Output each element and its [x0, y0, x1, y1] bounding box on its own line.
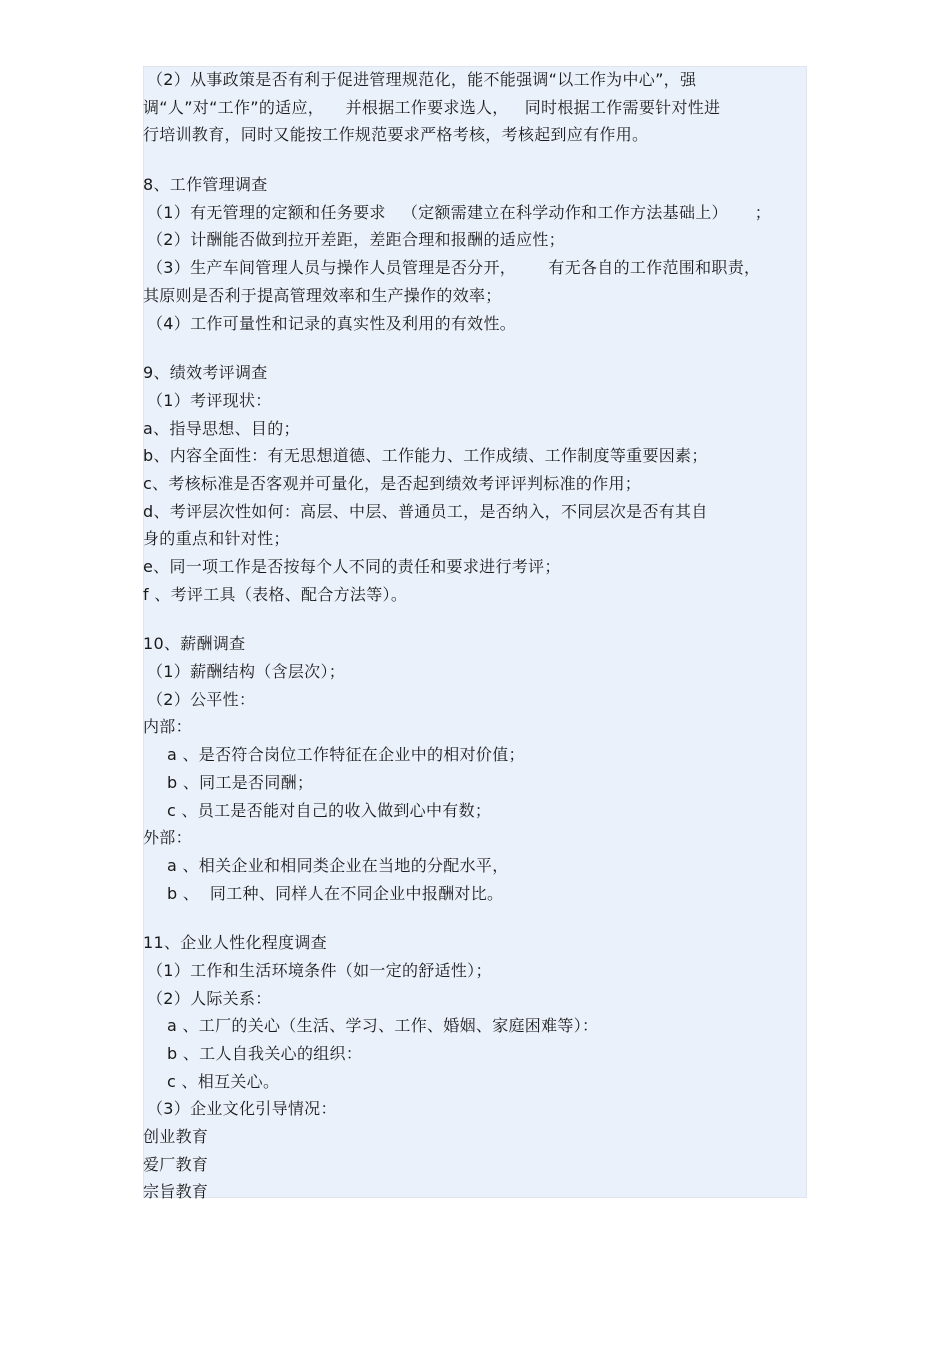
list-item: b 、工人自我关心的组织：	[167, 1044, 363, 1063]
section-10	[143, 630, 843, 907]
list-item: d、考评层次性如何：高层、中层、普通员工，是否纳入，不同层次是否有其自	[143, 501, 708, 521]
list-item: 宗旨教育	[143, 1182, 209, 1202]
list-item: 身的重点和针对性；	[143, 529, 290, 549]
section-9	[143, 359, 843, 608]
document-body	[143, 66, 843, 1206]
list-item: a 、是否符合岗位工作特征在企业中的相对价值；	[167, 745, 525, 765]
section-heading: 8、工作管理调查	[143, 175, 268, 195]
paragraph-line: （2）人际关系：	[147, 988, 272, 1008]
section-8	[143, 171, 843, 337]
list-item: f 、考评工具（表格、配合方法等）。	[143, 584, 408, 604]
section-heading: 10、薪酬调查	[143, 634, 246, 654]
section-11	[143, 929, 843, 1206]
paragraph-line: 其原则是否利于提高管理效率和生产操作的效率；	[143, 285, 502, 305]
paragraph-line: （2）公平性：	[147, 689, 256, 709]
list-item: a 、相关企业和相同类企业在当地的分配水平，	[167, 855, 509, 875]
list-item: c 、相互关心。	[167, 1071, 280, 1091]
list-item: a、指导思想、目的；	[143, 418, 300, 438]
paragraph-line: （2）计酬能否做到拉开差距，差距合理和报酬的适应性；	[147, 230, 565, 250]
list-item: b、内容全面性：有无思想道德、工作能力、工作成绩、工作制度等重要因素；	[143, 446, 708, 466]
list-item: 创业教育	[143, 1127, 209, 1147]
paragraph-line: （4）工作可量性和记录的真实性及利用的有效性。	[147, 313, 517, 333]
paragraph-line: （3）生产车间管理人员与操作人员管理是否分开， 有无各自的工作范围和职责，	[147, 258, 761, 278]
sub-label: 外部：	[143, 828, 192, 848]
list-item: c 、员工是否能对自己的收入做到心中有数；	[167, 800, 492, 820]
paragraph-line: （2）从事政策是否有利于促进管理规范化，能不能强调“以工作为中心”，强	[147, 70, 697, 89]
list-item: 爱厂教育	[143, 1154, 209, 1174]
list-item: b 、同工是否同酬；	[167, 772, 314, 792]
paragraph-line: （1）考评现状：	[147, 390, 272, 410]
paragraph-line: 行培训教育，同时又能按工作规范要求严格考核，考核起到应有作用。	[143, 125, 649, 145]
sub-label: 内部：	[143, 717, 192, 737]
paragraph-line: （3）企业文化引导情况：	[147, 1099, 337, 1119]
list-item: e、同一项工作是否按每个人不同的责任和要求进行考评；	[143, 557, 561, 576]
paragraph-line: 调“人”对“工作”的适应， 并根据工作要求选人， 同时根据工作需要针对性进	[143, 97, 721, 117]
paragraph-line: （1）工作和生活环境条件（如一定的舒适性）；	[147, 960, 492, 980]
section-heading: 11、企业人性化程度调查	[143, 933, 327, 953]
block-7-continuation	[143, 66, 843, 149]
list-item: c、考核标准是否客观并可量化，是否起到绩效考评评判标准的作用；	[143, 473, 642, 493]
list-item: b 、 同工种、同样人在不同企业中报酬对比。	[167, 883, 504, 903]
paragraph-line: （1）薪酬结构（含层次）；	[147, 662, 346, 682]
paragraph-line: （1）有无管理的定额和任务要求 （定额需建立在科学动作和工作方法基础上） ；	[147, 202, 772, 222]
section-heading: 9、绩效考评调查	[143, 363, 268, 383]
list-item: a 、工厂的关心（生活、学习、工作、婚姻、家庭困难等）：	[167, 1016, 599, 1036]
